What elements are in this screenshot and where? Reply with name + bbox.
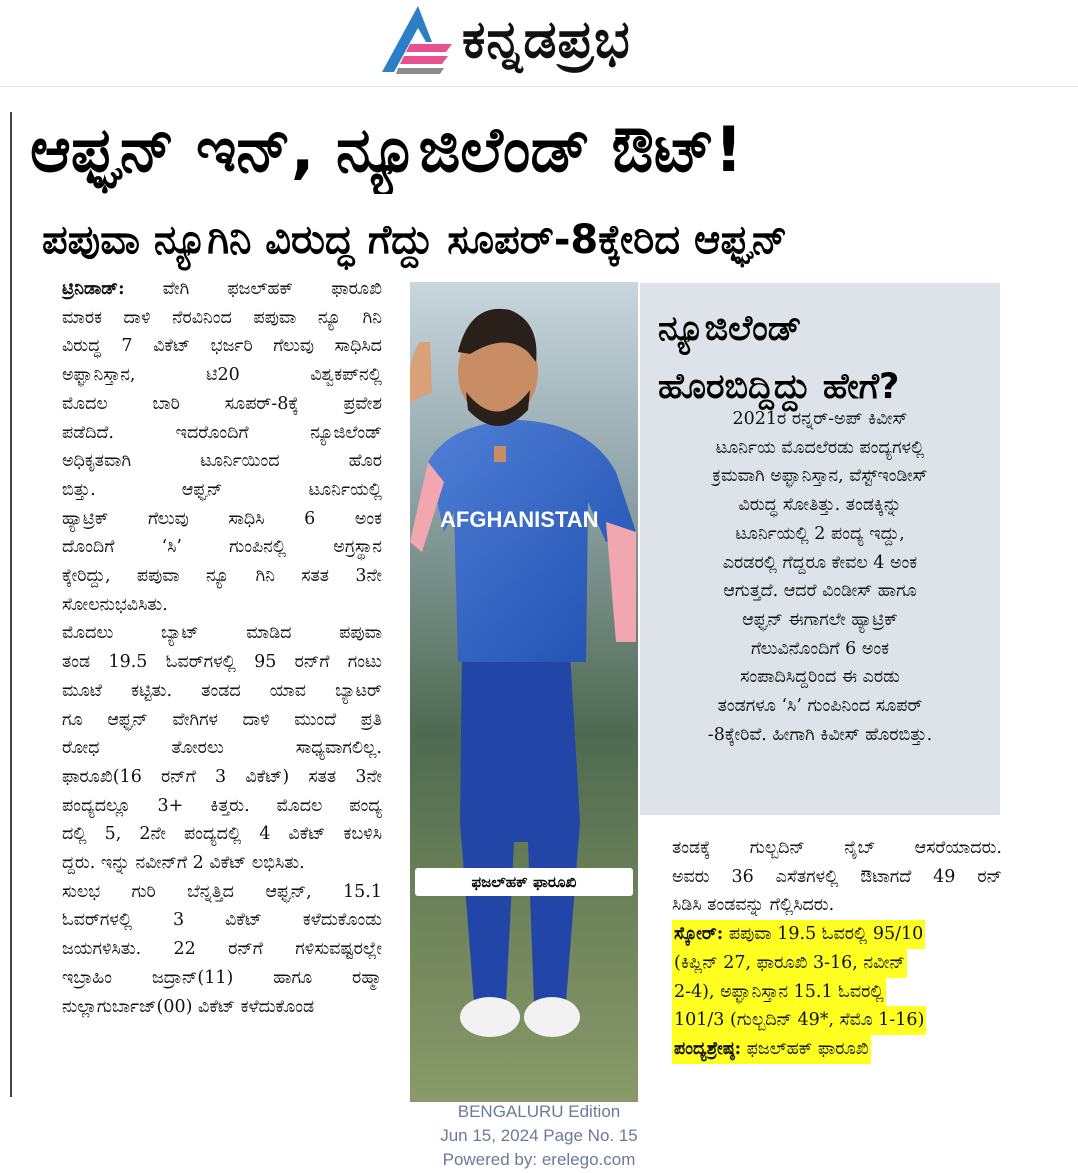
player-photo [410, 282, 638, 1102]
powered-by-link[interactable]: Powered by: erelego.com [442, 1150, 636, 1169]
player-photo-illustration [410, 282, 638, 1102]
motm-label: ಪಂದ್ಯಶ್ರೇಷ್ಠ: [674, 1038, 742, 1059]
dateline: ಟ್ರಿನಿಡಾಡ್: [62, 279, 125, 299]
score-line [672, 920, 1002, 949]
article-line: ಇಬ್ರಾಹಿಂ ಜದ್ರಾನ್(11) ಹಾಗೂ ರಹ್ಮಾ [62, 967, 382, 988]
motm-line [672, 1035, 1002, 1064]
article-line: ಮೊದಲ ಬಾರಿ ಸೂಪರ್-8ಕ್ಕೆ ಪ್ರವೇಶ [62, 393, 382, 414]
score-line: 2-4), ಅಫ್ಘಾನಿಸ್ತಾನ 15.1 ಓವರಲ್ಲಿ [672, 978, 1002, 1007]
article-line: ಕ್ಕೇರಿದ್ದು, ಪಪುವಾ ನ್ಯೂ ಗಿನಿ ಸತತ 3ನೇ [62, 566, 382, 587]
footer [0, 1100, 1078, 1172]
article-line: ಸಿಡಿಸಿ ತಂಡವನ್ನು ಗೆಲ್ಲಿಸಿದರು. [672, 895, 835, 916]
article-line: ನುಲ್ಲಾಗುರ್ಬಾಜ್(00) ವಿಕೆಟ್ ಕಳೆದುಕೊಂಡ [62, 996, 315, 1017]
motm-highlight [672, 1035, 871, 1064]
sidebar-line: ತಂಡಗಳೂ ‘ಸಿ’ ಗುಂಪಿನಿಂದ ಸೂಪರ್ [717, 696, 923, 717]
sidebar-line: ವಿರುದ್ಧ ಸೋತಿತ್ತು. ತಂಡಕ್ಕಿನ್ನು [738, 495, 902, 516]
article-line: ವಿರುದ್ಧ 7 ವಿಕೆಟ್ ಭರ್ಜರಿ ಗೆಲುವು ಸಾಧಿಸಿದ [62, 336, 382, 357]
article-line: ಪಂದ್ಯದಲ್ಲೂ 3+ ಕಿತ್ತರು. ಮೊದಲ ಪಂದ್ಯ [62, 795, 382, 816]
sidebar-text [650, 405, 990, 749]
sidebar-line: ಆಫ್ಘನ್ ಈಗಾಗಲೇ ಹ್ಯಾಟ್ರಿಕ್ [742, 609, 898, 630]
right-column [672, 834, 1002, 1064]
article-line: ಮೊದಲು ಬ್ಯಾಟ್ ಮಾಡಿದ ಪಪುವಾ [62, 623, 382, 644]
article-line: ಅಫ್ಘಾನಿಸ್ತಾನ, ಟಿ20 ವಿಶ್ವಕಪ್‌ನಲ್ಲಿ [62, 365, 382, 386]
article-line: ಸೋಲನುಭವಿಸಿತು. [62, 594, 168, 615]
edition-label: BENGALURU Edition [457, 1102, 621, 1121]
article-line: ದೊಂದಿಗೆ ‘ಸಿ’ ಗುಂಪಿನಲ್ಲಿ ಅಗ್ರಸ್ಥಾನ [62, 537, 382, 558]
article-line: ಮೂಟೆ ಕಟ್ಟಿತು. ತಂಡದ ಯಾವ ಬ್ಯಾಟರ್ [62, 680, 382, 701]
score-line: (ಕಿಪ್ಲಿನ್ 27, ಫಾರೂಖಿ 3-16, ನವೀನ್ [672, 949, 1002, 978]
sidebar-line: 2021ರ ರನ್ನರ್-ಅಪ್ ಕಿವೀಸ್ [732, 409, 908, 429]
article-line: ಫಾರೂಖಿ(16 ರನ್‌ಗೆ 3 ವಿಕೆಟ್) ಸತತ 3ನೇ [62, 766, 382, 787]
score-label: ಸ್ಕೋರ್: [674, 924, 724, 945]
article-line: ಬಿತ್ತು. ಆಫ್ಘನ್ ಟೂರ್ನಿಯಲ್ಲಿ [62, 479, 382, 500]
article-line: ಜಯಗಳಿಸಿತು. 22 ರನ್‌ಗೆ ಗಳಿಸುವಷ್ಟರಲ್ಲೇ [62, 939, 382, 960]
sidebar-title-line: ನ್ಯೂಜಿಲೆಂಡ್ [658, 309, 802, 349]
masthead-divider [0, 86, 1078, 87]
article-line: ಸುಲಭ ಗುರಿ ಬೆನ್ನತ್ತಿದ ಆಫ್ಘನ್, 15.1 [62, 881, 382, 902]
article-line: ಅವರು 36 ಎಸೆತಗಳಲ್ಲಿ ಔಟಾಗದೆ 49 ರನ್ [672, 866, 1002, 887]
sidebar-title-line: ಹೊರಬಿದ್ದಿದ್ದು ಹೇಗೆ? [658, 367, 900, 407]
article-line: ತಂಡಕ್ಕೆ ಗುಲ್ಬದಿನ್ ನೈಬ್ ಆಸರೆಯಾದರು. [672, 838, 1002, 858]
article-line: ಗೂ ಆಫ್ಘನ್ ವೇಗಿಗಳ ದಾಳಿ ಮುಂದೆ ಪ್ರತಿ [62, 709, 382, 730]
date-page-label: Jun 15, 2024 Page No. 15 [440, 1126, 638, 1145]
article-line: ಮಾರಕ ದಾಳಿ ನೆರವಿನಿಂದ ಪಪುವಾ ನ್ಯೂ ಗಿನಿ [62, 307, 382, 328]
score-highlight: ಸ್ಕೋರ್: ಪಪುವಾ 19.5 ಓವರಲ್ಲಿ 95/10 [672, 920, 925, 949]
jersey-text: AFGHANISTAN [440, 507, 599, 532]
sidebar-title [658, 300, 988, 416]
article-line: ದ್ದರು. ಇನ್ನು ನವೀನ್‌ಗೆ 2 ವಿಕೆಟ್ ಲಭಿಸಿತು. [62, 853, 305, 874]
headline: ಆಫ್ಘನ್ ಇನ್, ನ್ಯೂಜಿಲೆಂಡ್ ಔಟ್! [30, 113, 743, 186]
article-line: ಓವರ್‌ಗಳಲ್ಲಿ 3 ವಿಕೆಟ್ ಕಳೆದುಕೊಂಡು [62, 910, 382, 931]
score-line: 101/3 (ಗುಲ್ಬದಿನ್ 49*, ಸೆಮೊ 1-16) [672, 1006, 1002, 1035]
left-column [62, 275, 382, 1021]
sidebar-line: ಸಂಪಾದಿಸಿದ್ದರಿಂದ ಈ ಎರಡು [740, 667, 900, 688]
article-line: ಪಡೆದಿದೆ. ಇದರೊಂದಿಗೆ ನ್ಯೂಜಿಲೆಂಡ್ [62, 422, 382, 443]
masthead [0, 0, 1078, 86]
article-line: ಅಧಿಕೃತವಾಗಿ ಟೂರ್ನಿಯಿಂದ ಹೊರ [62, 451, 382, 472]
article-line: ತಂಡ 19.5 ಓವರ್‌ಗಳಲ್ಲಿ 95 ರನ್‌ಗೆ ಗಂಟು [62, 652, 382, 673]
sidebar-line: ಎರಡರಲ್ಲಿ ಗೆದ್ದರೂ ಕೇವಲ 4 ಅಂಕ [722, 552, 918, 573]
brand-name: ಕನ್ನಡಪ್ರಭ [462, 10, 631, 70]
sidebar-line: ಕ್ರಮವಾಗಿ ಅಫ್ಘಾನಿಸ್ತಾನ, ವೆಸ್ಟ್‌ಇಂಡೀಸ್ [712, 466, 928, 487]
motm-name: ಫಜಲ್‌ಹಕ್ ಫಾರೂಖಿ [741, 1038, 869, 1059]
article-line: ಹ್ಯಾಟ್ರಿಕ್ ಗೆಲುವು ಸಾಧಿಸಿ 6 ಅಂಕ [62, 508, 382, 529]
article-line: ಟ್ರಿನಿಡಾಡ್: ವೇಗಿ ಫಜಲ್‌ಹಕ್ ಫಾರೂಖಿ [62, 279, 382, 299]
photo-caption: ಫಜಲ್‌ಹಕ್ ಫಾರೂಖಿ [415, 868, 633, 896]
sidebar-line: ಆಗುತ್ತದೆ. ಆದರೆ ವಿಂಡೀಸ್ ಹಾಗೂ [723, 581, 917, 602]
kannada-prabha-logo-icon [380, 4, 460, 76]
subheadline: ಪಪುವಾ ನ್ಯೂಗಿನಿ ವಿರುದ್ಧ ಗೆದ್ದು ಸೂಪರ್-8ಕ್ಕೇರಿದ ಆಫ್ಘನ್ [42, 217, 788, 263]
sidebar-line: ಟೂರ್ನಿಯಲ್ಲಿ 2 ಪಂದ್ಯ ಇದ್ದು, [735, 523, 905, 544]
sidebar-line: -8ಕ್ಕೇರಿವೆ. ಹೀಗಾಗಿ ಕಿವೀಸ್ ಹೊರಬಿತ್ತು. [707, 724, 933, 745]
sidebar-line: ಟೂರ್ನಿಯ ಮೊದಲೆರಡು ಪಂದ್ಯಗಳಲ್ಲಿ [715, 437, 925, 458]
left-border [10, 112, 12, 1097]
sidebar-line: ಗೆಲುವಿನೊಂದಿಗೆ 6 ಅಂಕ [750, 638, 890, 659]
article-line: ರೋಧ ತೋರಲು ಸಾಧ್ಯವಾಗಲಿಲ್ಲ. [62, 738, 382, 759]
article-line: ದಲ್ಲಿ 5, 2ನೇ ಪಂದ್ಯದಲ್ಲಿ 4 ವಿಕೆಟ್ ಕಬಳಿಸಿ [62, 824, 382, 845]
